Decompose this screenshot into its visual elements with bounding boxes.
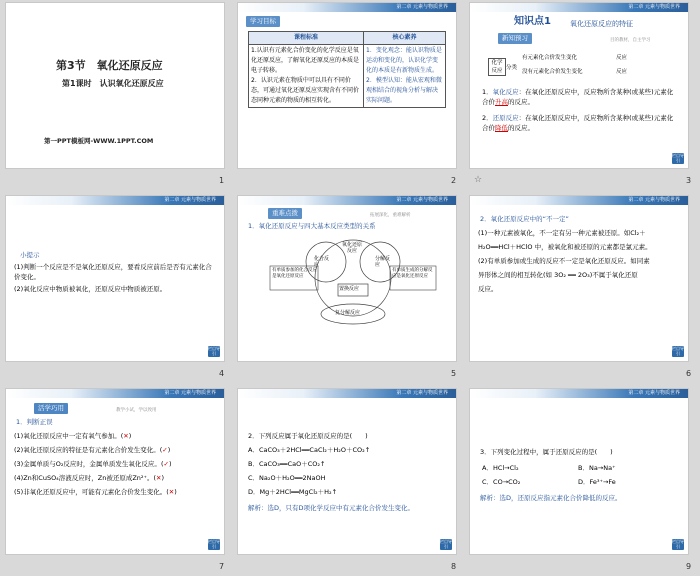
return-button[interactable]: 栏目导引 [672,153,684,163]
return-button[interactable]: 栏目导引 [672,346,684,356]
slide-header-bar: 第二章 元素与物质世界 [6,196,224,205]
col-head-standard: 课程标准 [249,32,364,45]
return-button[interactable]: 栏目导引 [440,539,452,549]
answer-raise: 升高 [495,98,508,106]
literacy-1: 1．变化观念：能认识物质是运动和变化的，认识化学变化的本质是有新物质生成。 [366,47,442,74]
slide-number: 4 [219,369,225,378]
judge-item-4: (4)Zn和CuSO₄溶液反应时，Zn被还原成Zn²⁺。(✕) [14,474,165,482]
slide-header-bar: 第二章 元素与物质世界 [238,196,456,205]
line-1: (1)一种元素被氧化，不一定有另一种元素被还原。如Cl₂＋ [478,229,646,237]
mark-wrong: ✕ [123,432,129,440]
slide-header-bar: 第二章 元素与物质世界 [470,3,688,12]
tip-label: 小提示 [20,251,40,259]
question-text: 2．下列反应属于氧化还原反应的是( ) [248,432,368,440]
mark-wrong: ✕ [168,488,175,496]
section-heading: 1．判断正误 [16,418,53,426]
slide-subtitle: 第1课时 认识氧化还原反应 [62,79,164,88]
label-note-left: 有单质参加的化合反应是氧化还原反应 [272,268,317,279]
slide-number: 1 [219,176,225,185]
line-5: 反应。 [478,285,498,293]
tip-line-2: (2)氧化反应中物质被氧化，还原反应中物质被还原。 [14,285,167,293]
label-combination: 化合反应 [314,256,330,268]
slide-header-bar: 第二章 元素与物质世界 [470,196,688,205]
slide-thumbnail-3[interactable]: 第二章 元素与物质世界 知识点1 氧化还原反应的特征 新知预习 目的教材，自主学习 化学反应 分类 有元素化合价发生变化 反应 没有元素化合价发生变化 反应 1．氧化反应：在氧化还原反应中，反应物所含某种(或某些)元素化合价升高的反应。 2．还原反应：在氧化还原反应中，反应物所含某种(或某些)元素化合价降低的反应。 栏目导引 [470,3,688,168]
slide-banner: 重难点拨 [268,208,302,219]
slide-banner: 学习目标 [246,16,280,27]
col-head-literacy: 核心素养 [364,32,446,45]
term-oxidation: 氧化反应 [492,88,519,96]
slide-thumbnail-1[interactable] [6,3,224,168]
option-b: B．Na→Na⁺ [578,464,616,472]
judge-item-3: (3)金属单质与O₂反应时，金属单质发生氧化反应。(✓) [14,460,172,468]
return-button[interactable]: 栏目导引 [672,539,684,549]
slide-thumbnail-4[interactable] [6,196,224,361]
mark-right: ✓ [162,446,168,454]
term-reduction: 还原反应 [492,114,519,122]
option-d: D．Fe³⁺→Fe [578,478,616,486]
option-d: D．Mg＋2HCl══MgCl₂＋H₂↑ [248,488,338,496]
label-decomposition: 分解反应 [375,256,391,268]
mark-wrong: ✕ [156,474,162,482]
tip-line-1: (1)判断一个反应是不是氧化还原反应，要看反应前后是否有元素化合价变化。 [14,263,212,281]
standard-1: 1.认识有元素化合价变化的化学反应是氧化还原反应，了解氧化还原反应的本质是电子转移。 [251,47,360,74]
slide-header-bar: 第二章 元素与物质世界 [6,389,224,398]
slide-number: 2 [451,176,457,185]
slide-thumbnail-6[interactable] [470,196,688,361]
star-icon[interactable]: ☆ [474,175,483,185]
question-text: 3．下列变化过程中，属于还原反应的是( ) [480,448,613,456]
option-b: B．CaCO₃══CaO＋CO₂↑ [248,460,326,468]
option-a: A．HCl→Cl₂ [482,464,519,472]
label-double-decomposition: 复分解反应 [335,310,361,316]
answer-explanation: 解析：选D，还原反应指元素化合价降低的反应。 [480,494,622,502]
objectives-table [248,31,446,108]
tree-branch-b: 没有元素化合价发生变化 [522,69,583,75]
banner-subtitle: 教学小试，学以致用 [116,408,157,413]
slide-title: 第3节 氧化还原反应 [56,59,163,72]
tree-branch-a: 有元素化合价发生变化 [522,55,578,61]
slide-banner: 活学巧用 [34,403,68,414]
knowledge-point-label: 知识点1 [514,16,551,27]
slide-thumbnail-9[interactable] [470,389,688,554]
slide-number: 9 [686,562,692,571]
slide-header-bar: 第二章 元素与物质世界 [238,3,456,12]
option-c: C．Na₂O＋H₂O══2NaOH [248,474,326,482]
banner-subtitle: 目的教材，自主学习 [610,38,651,43]
option-a: A．CaCO₃＋2HCl══CaCl₂＋H₂O＋CO₂↑ [248,446,371,454]
standard-2: 2．认识元素在物质中可以具有不同价态，可通过氧化还原反应实现含有不同价态同种元素的物质的相互转化。 [251,77,360,104]
return-button[interactable]: 栏目导引 [208,346,220,356]
mark-right: ✓ [163,460,169,468]
answer-lower: 降低 [495,124,508,132]
line-2: H₂O══HCl＋HClO 中，被氧化和被还原的元素都是氯元素。 [478,243,652,251]
label-displacement: 置换反应 [339,286,360,292]
label-redox: 氧化还原反应 [341,242,362,254]
slide-number: 5 [451,369,457,378]
slide-banner: 新知预习 [498,33,532,44]
tree-mid: 分类 [506,65,518,71]
slide-number: 6 [686,369,692,378]
return-button[interactable]: 栏目导引 [208,539,220,549]
tree-root: 化学反应 [488,58,506,76]
slide-header-bar: 第二章 元素与物质世界 [470,389,688,398]
judge-item-1: (1)氧化还原反应中一定有氧气参加。(✕) [14,432,132,440]
option-c: C．CO→CO₂ [482,478,521,486]
label-note-right: 有单质生成的分解反应是氧化还原反应 [392,268,433,279]
section-heading: 1．氧化还原反应与四大基本反应类型的关系 [248,222,376,230]
slide-thumbnail-8[interactable] [238,389,456,554]
line-4: 异形体之间的相互转化(如 3O₂ ══ 2O₃)不属于氧化还原 [478,271,638,279]
section-heading: 2．氧化还原反应中的“不一定” [480,215,569,223]
judge-item-5: (5)非氧化还原反应中，可能有元素化合价发生变化。(✕) [14,488,177,496]
slide-thumbnail-7[interactable] [6,389,224,554]
line-3: (2)有单质参加或生成的反应不一定是氧化还原反应。如同素 [478,257,650,265]
literacy-2: 2．模型认知：能从宏观和微观相结合的视角分析与解决实际问题。 [366,77,442,104]
knowledge-point-title: 氧化还原反应的特征 [570,20,633,28]
slide-thumbnail-2[interactable] [238,3,456,168]
slide-header-bar: 第二章 元素与物质世界 [238,389,456,398]
slide-thumbnail-5[interactable] [238,196,456,361]
slide-footer: 第一PPT模板网-WWW.1PPT.COM [44,137,154,145]
judge-item-2: (2)氧化还原反应的特征是有元素化合价发生变化。(✓) [14,446,171,454]
slide-number: 3 [686,176,692,185]
tree-branch-a-result: 反应 [616,55,628,61]
slide-number: 8 [451,562,457,571]
banner-subtitle: 拓展深化，重难解析 [370,213,411,218]
tree-branch-b-result: 反应 [616,69,628,75]
slide-number: 7 [219,562,225,571]
answer-explanation: 解析：选D，只有D项化学反应中有元素化合价发生变化。 [248,504,415,512]
